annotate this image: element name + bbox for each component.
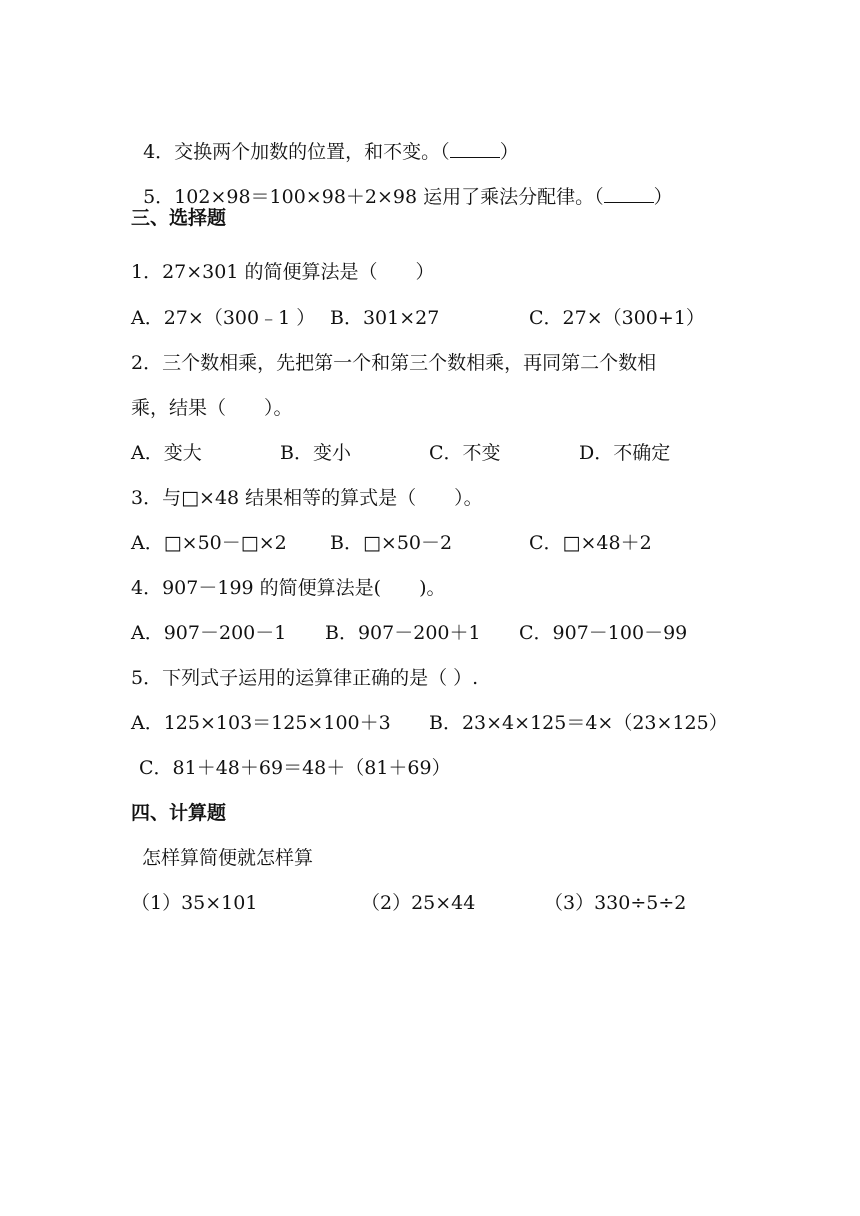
question-text-end: ） xyxy=(499,141,519,163)
question-text-end: ） xyxy=(653,186,673,208)
choice-question-4-stem: 4．907－199 的简便算法是( )。 xyxy=(131,577,446,599)
choice-question-2-options xyxy=(131,441,811,465)
judge-question-4 xyxy=(131,116,519,164)
problem-2: （2）25×44 xyxy=(361,892,476,914)
choice-question-5-options-row1 xyxy=(131,711,811,735)
choice-question-3-options xyxy=(131,531,811,555)
calculation-problems xyxy=(131,891,811,915)
option-b[interactable]: B．变小 xyxy=(280,442,351,464)
question-text: 5．102×98＝100×98＋2×98 运用了乘法分配律。（ xyxy=(143,186,604,208)
option-d[interactable]: D．不确定 xyxy=(579,442,671,464)
choice-question-5-stem: 5．下列式子运用的运算律正确的是（ ）. xyxy=(131,667,479,689)
option-c[interactable]: C．27×（300+1） xyxy=(529,307,705,329)
option-b[interactable]: B．23×4×125＝4×（23×125） xyxy=(429,712,728,734)
choice-question-5-options-row2 xyxy=(139,756,819,780)
choice-question-1-options xyxy=(131,306,811,330)
choice-question-2-stem-line1: 2．三个数相乘，先把第一个和第三个数相乘，再同第二个数相 xyxy=(131,352,657,374)
option-c[interactable]: C．□×48＋2 xyxy=(529,532,652,554)
option-a[interactable]: A．变大 xyxy=(131,442,202,464)
section-title-calculation: 四、计算题 xyxy=(131,802,227,824)
answer-blank[interactable] xyxy=(450,141,500,158)
problem-3: （3）330÷5÷2 xyxy=(544,892,687,914)
problem-1: （1）35×101 xyxy=(131,892,258,914)
option-b[interactable]: B．□×50－2 xyxy=(330,532,453,554)
section-title-choice: 三、选择题 xyxy=(131,207,227,229)
option-a[interactable]: A．907－200－1 xyxy=(131,622,287,644)
option-c[interactable]: C．81＋48＋69＝48＋（81＋69） xyxy=(139,757,451,779)
option-c[interactable]: C．907－100－99 xyxy=(519,622,688,644)
question-text: 4．交换两个加数的位置，和不变。（ xyxy=(143,141,450,163)
calculation-instruction: 怎样算简便就怎样算 xyxy=(142,847,314,869)
option-b[interactable]: B．301×27 xyxy=(330,307,440,329)
choice-question-3-stem: 3．与□×48 结果相等的算式是（ ）。 xyxy=(131,487,483,509)
option-b[interactable]: B．907－200＋1 xyxy=(325,622,481,644)
choice-question-4-options xyxy=(131,621,811,645)
option-a[interactable]: A．125×103＝125×100＋3 xyxy=(131,712,391,734)
option-a[interactable]: A．□×50－□×2 xyxy=(131,532,287,554)
judge-question-5 xyxy=(131,161,673,209)
answer-blank[interactable] xyxy=(604,186,654,203)
option-a[interactable]: A．27×（300﹣1 ） xyxy=(131,307,316,329)
option-c[interactable]: C．不变 xyxy=(429,442,501,464)
choice-question-1-stem: 1．27×301 的简便算法是（ ） xyxy=(131,261,435,283)
choice-question-2-stem-line2: 乘，结果（ ）。 xyxy=(131,397,293,419)
